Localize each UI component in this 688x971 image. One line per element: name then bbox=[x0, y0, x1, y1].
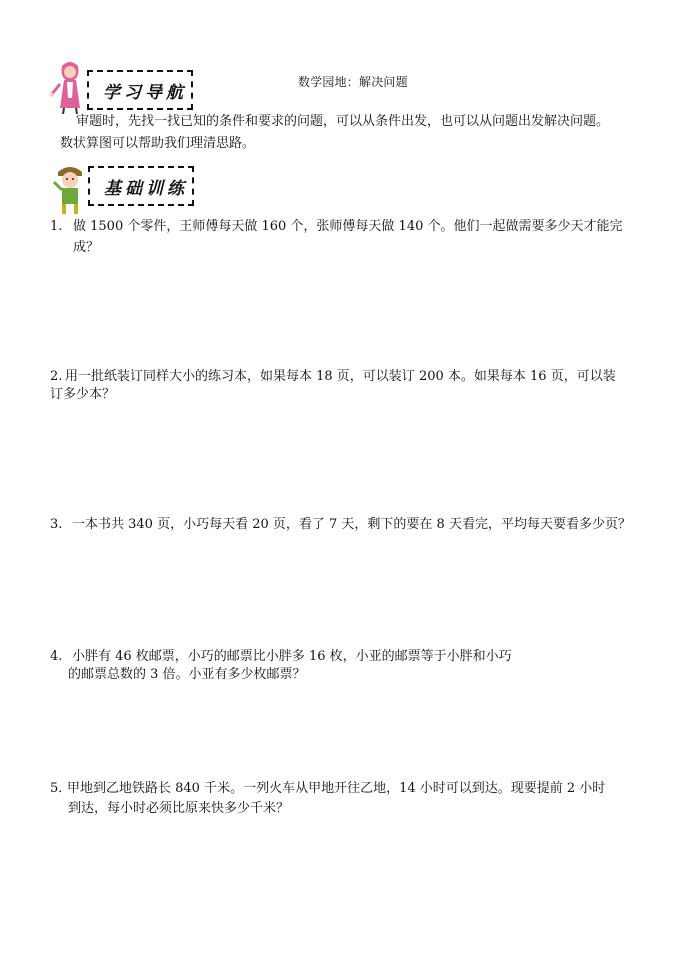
question-text: 一本书共 340 页，小巧每天看 20 页，看了 7 天，剩下的要在 8 天看完，平均每天要看多少页？ bbox=[72, 517, 631, 532]
question-number: 3. bbox=[50, 517, 63, 532]
question-number: 4. bbox=[50, 649, 63, 664]
question-number: 1. bbox=[50, 219, 63, 234]
question-number: 5． bbox=[50, 781, 72, 796]
question-text: 用一批纸装订同样大小的练习本，如果每本 18 页，可以装订 200 本。如果每本 16 页，可以装 bbox=[65, 369, 616, 384]
question-1-cont: 成？ bbox=[73, 240, 100, 255]
question-1 bbox=[50, 216, 623, 238]
question-5-cont: 到达，每小时必须比原来快多少千米？ bbox=[68, 801, 290, 816]
intro-line-2: 数状算图可以帮助我们理清思路。 bbox=[60, 136, 256, 151]
learning-nav-label: 学习导航 bbox=[103, 82, 187, 103]
teacher-girl-icon bbox=[50, 58, 90, 114]
question-5 bbox=[50, 778, 605, 800]
basic-training-label: 基础训练 bbox=[104, 178, 188, 199]
question-3 bbox=[50, 514, 631, 536]
question-2-cont: 订多少本？ bbox=[50, 387, 116, 402]
question-2 bbox=[50, 366, 616, 388]
page-title: 数学园地：解决问题 bbox=[298, 75, 408, 89]
question-number: 2. bbox=[50, 369, 63, 384]
question-4-cont: 的邮票总数的 3 倍。小亚有多少枚邮票？ bbox=[68, 667, 306, 682]
question-text: 小胖有 46 枚邮票，小巧的邮票比小胖多 16 枚，小亚的邮票等于小胖和小巧 bbox=[72, 649, 512, 664]
question-text: 做 1500 个零件，王师傅每天做 160 个，张师傅每天做 140 个。他们一起做需要多少天才能完 bbox=[73, 219, 623, 234]
student-boy-icon bbox=[50, 160, 90, 216]
basic-training-badge bbox=[88, 166, 194, 206]
intro-line-1: 审题时，先找一找已知的条件和要求的问题，可以从条件出发，也可以从问题出发解决问题。 bbox=[76, 114, 610, 129]
learning-nav-badge bbox=[87, 70, 193, 110]
question-text: 甲地到乙地铁路长 840 千米。一列火车从甲地开往乙地，14 小时可以到达。现要提前 2 小时 bbox=[67, 781, 606, 796]
